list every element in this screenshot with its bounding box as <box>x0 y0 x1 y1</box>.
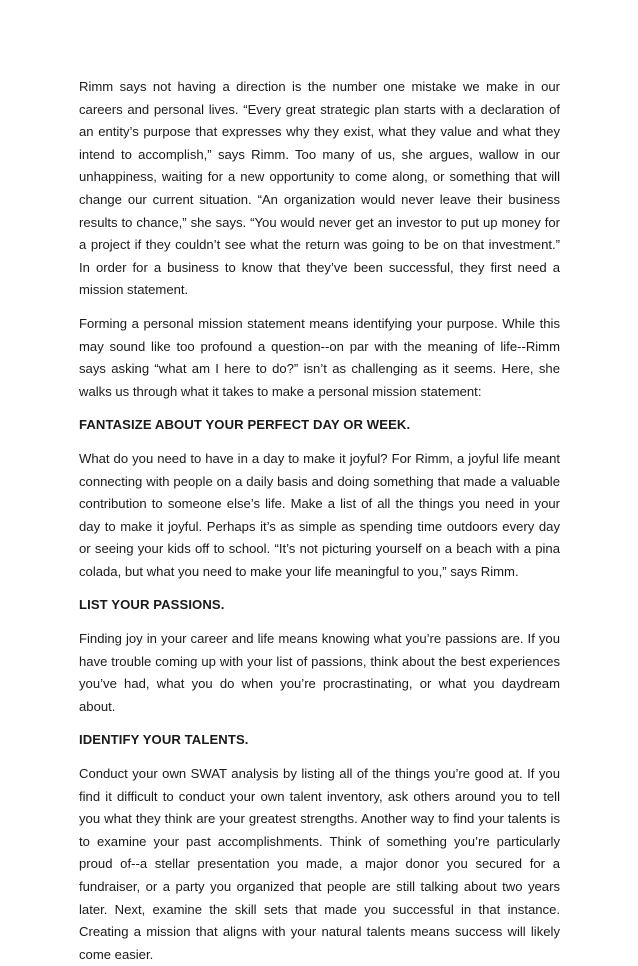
paragraph-talents: Conduct your own SWAT analysis by listing all of the things you’re good at. If you find it difficult to conduct your own talent inventory, ask others around you to tell you what they think are your greatest strengths. Another way to find your talents is to examine your past accomplishments. Think of something you’re particularly proud of--a stellar presentation you made, a major donor you secured for a fundraiser, or a party you organized that people are still talking about two years later. Next, examine the skill sets that made you successful in that instance. Creating a mission that aligns with your natural talents means success will likely come easier. <box>79 766 560 962</box>
paragraph-passions: Finding joy in your career and life means knowing what you’re passions are. If you have trouble coming up with your list of passions, think about the best experiences you’ve had, what you do when you’re procrastinating, or what you daydream about. <box>79 631 560 714</box>
paragraph-forming-statement: Forming a personal mission statement means identifying your purpose. While this may sound like too profound a question--on par with the meaning of life--Rimm says asking “what am I here to do?” isn’t as challenging as it seems. Here, she walks us through what it takes to make a personal mission statement: <box>79 315 560 399</box>
document-page <box>79 76 560 966</box>
heading-fantasize: FANTASIZE ABOUT YOUR PERFECT DAY OR WEEK. <box>79 417 411 433</box>
heading-passions: LIST YOUR PASSIONS. <box>79 597 225 613</box>
heading-talents: IDENTIFY YOUR TALENTS. <box>79 732 249 748</box>
paragraph-mission-intro: Rimm says not having a direction is the number one mistake we make in our careers and personal lives. “Every great strategic plan starts with a declaration of an entity’s purpose that expresses why they exist, what they value and what they intend to accomplish,” says Rimm. Too many of us, she argues, wallow in our unhappiness, waiting for a new opportunity to come along, or something that will change our current situation. “An organization would never leave their business results to chance,” she says. “You would never get an investor to put up money for a project if they couldn’t see what the return was going to be on that investment.” In order for a business to know that they’ve been successful, they first need a mission statement. <box>79 79 560 298</box>
paragraph-joyful-day: What do you need to have in a day to make it joyful? For Rimm, a joyful life meant connecting with people on a daily basis and doing something that made a valuable contribution to someone else’s life. Make a list of all the things you need in your day to make it joyful. Perhaps it’s as simple as spending time outdoors every day or seeing your kids off to school. “It’s not picturing yourself on a beach with a pina colada, but what you need to make your life meaningful to you,” says Rimm. <box>79 450 560 579</box>
